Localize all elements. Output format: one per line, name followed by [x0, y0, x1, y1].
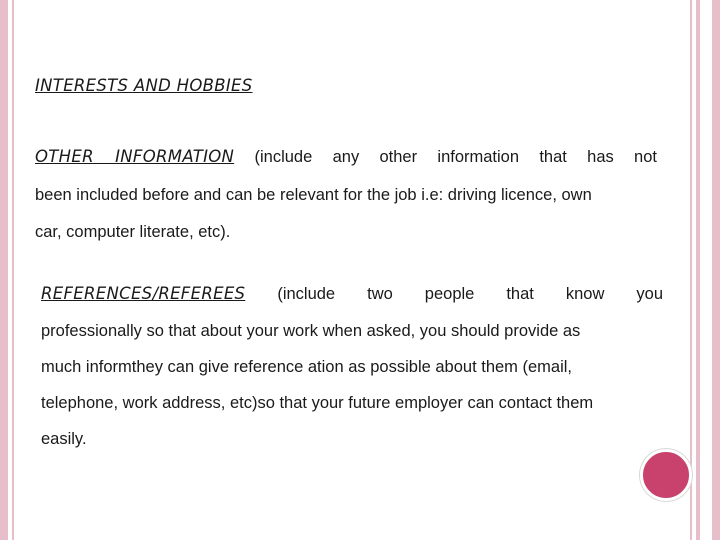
other-info-line-3: car, computer literate, etc).	[35, 223, 231, 241]
references-line-3: much informthey can give reference ation as possible about them (email,	[41, 358, 573, 376]
interests-heading: INTERESTS AND HOBBIES	[35, 76, 253, 95]
left-border-line	[12, 0, 14, 540]
other-info-line-1	[35, 147, 657, 167]
references-line-4: telephone, work address, etc)so that your future employer can contact them	[41, 394, 594, 412]
other-info-text-1: (include any other information that has not	[254, 148, 657, 166]
right-border-stripe	[712, 0, 720, 540]
other-info-heading: OTHER INFORMATION	[35, 147, 235, 166]
references-line-1	[41, 284, 663, 304]
left-border-stripe	[0, 0, 8, 540]
decorative-circle	[640, 449, 692, 501]
other-info-line-2: been included before and can be relevant for the job i.e: driving licence, own	[35, 186, 592, 204]
references-text-1: (include two people that know you	[277, 285, 663, 303]
references-line-2: professionally so that about your work when asked, you should provide as	[41, 322, 581, 340]
interests-section	[35, 76, 253, 96]
right-border-line-2	[696, 0, 700, 540]
references-line-5: easily.	[41, 430, 87, 448]
references-heading: REFERENCES/REFEREES	[41, 284, 246, 303]
right-border-line-1	[690, 0, 692, 540]
